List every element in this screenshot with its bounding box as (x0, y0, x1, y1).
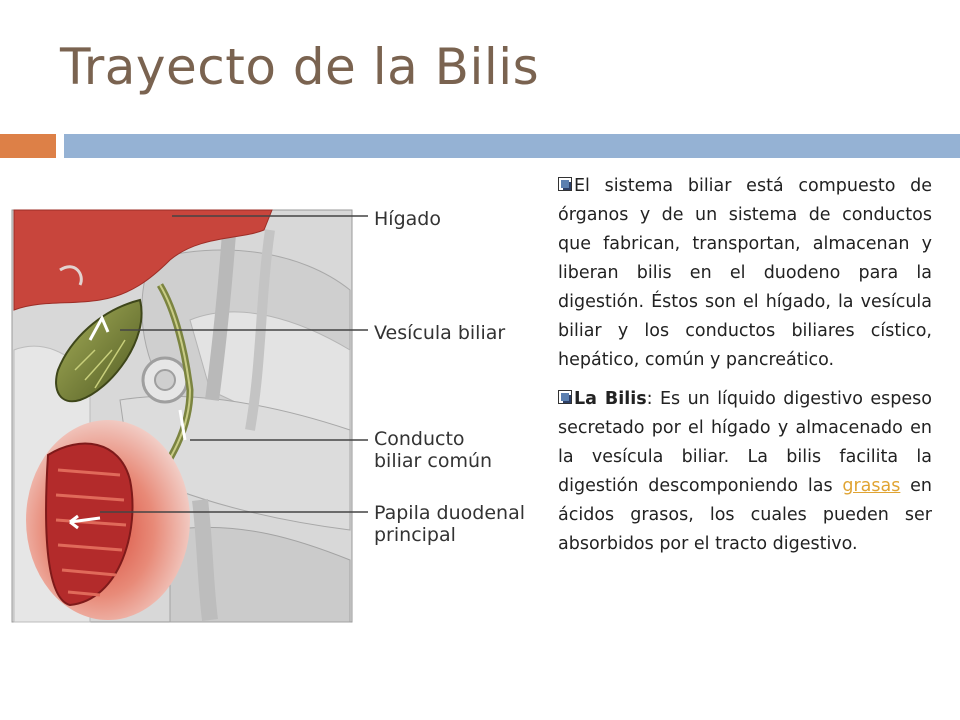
anatomy-illustration (0, 200, 540, 630)
accent-bar-blue (64, 134, 960, 158)
label-conducto-line1: Conducto (374, 428, 465, 450)
paragraph-1-text: El sistema biliar está compuesto de órganos y de un sistema de conductos que fabrican, transportan, almacenan y liberan bilis en el duodeno para la digestión. Éstos son el hígado, la vesícula biliar y los conductos biliares cístico, hepático, común y pancreático. (558, 176, 932, 370)
checkbox-bullet-icon (558, 390, 572, 404)
label-higado: Hígado (374, 208, 441, 230)
paragraph-la-bilis (558, 385, 932, 559)
biliary-system-drawing (0, 200, 540, 630)
body-text (558, 172, 932, 569)
label-vesicula: Vesícula biliar (374, 322, 506, 344)
paragraph-sistema-biliar (558, 172, 932, 375)
label-papila-line2: principal (374, 524, 456, 546)
label-conducto-line2: biliar común (374, 450, 493, 472)
term-la-bilis: La Bilis (574, 389, 647, 409)
paragraph-2-text-a: : Es un líquido digestivo espeso secretado por el hígado y almacenado en la vesícula biliar. La bilis facilita la digestión descomponiendo las (558, 389, 932, 496)
paragraph-2-text-b: en ácidos grasos, los cuales pueden ser absorbidos por el tracto digestivo. (558, 476, 933, 554)
accent-bar-orange (0, 134, 56, 158)
checkbox-bullet-icon (558, 177, 572, 191)
link-grasas[interactable]: grasas (842, 476, 901, 496)
slide-title: Trayecto de la Bilis (60, 38, 540, 96)
label-papila-line1: Papila duodenal (374, 502, 525, 524)
